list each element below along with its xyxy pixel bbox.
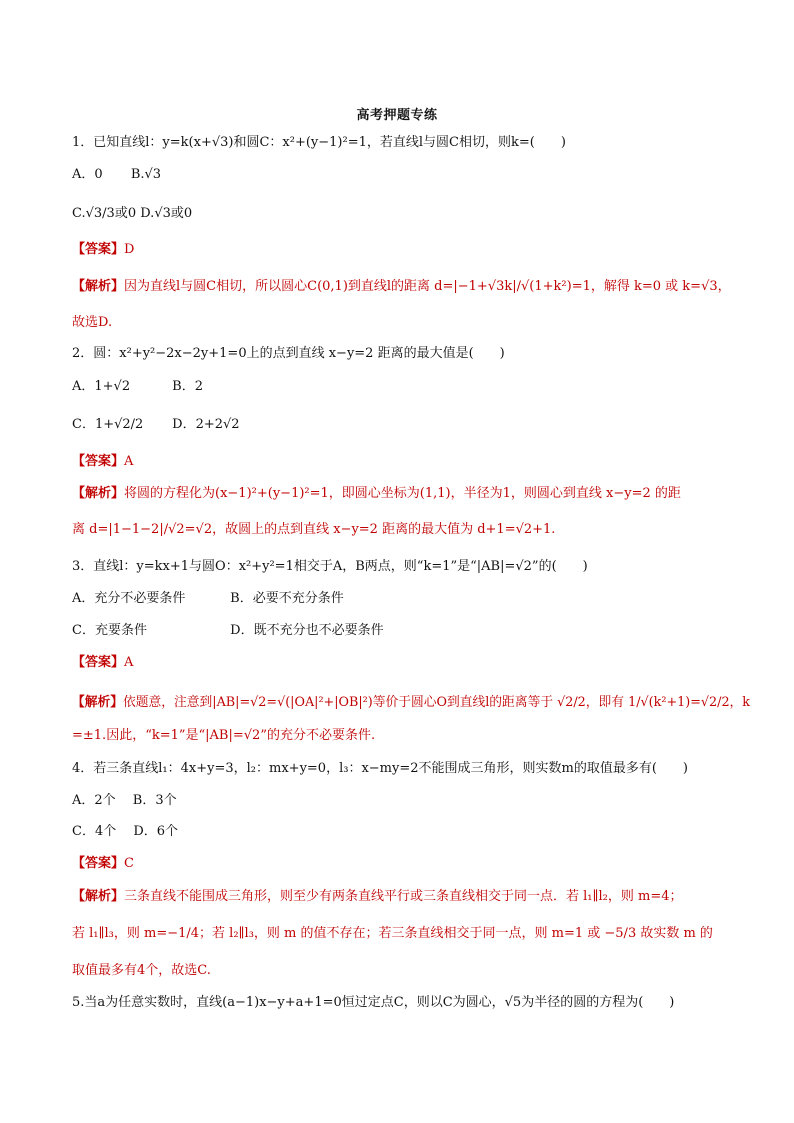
- analysis-text: 将圆的方程化为(x−1)²+(y−1)²=1，即圆心坐标为(1,1)，半径为1，则圆心到直线 x−y=2 的距: [124, 486, 681, 501]
- answer-tag: 【答案】: [72, 454, 125, 469]
- q4-analysis-line2: 若 l₁∥l₃，则 m=−1/4；若 l₂∥l₃，则 m 的值不存在；若三条直线相交于同一点，则 m=1 或 −5/3 故实数 m 的: [72, 926, 713, 941]
- q2-analysis-line2: 离 d=|1−1−2|/√2=√2，故圆上的点到直线 x−y=2 距离的最大值为 d+1=√2+1.: [72, 522, 556, 537]
- analysis-tag: 【解析】: [72, 279, 125, 294]
- q3-answer: [72, 654, 133, 672]
- q1-answer: [72, 241, 134, 259]
- answer-value: D: [124, 242, 135, 257]
- answer-value: A: [124, 454, 134, 469]
- answer-tag: 【答案】: [72, 242, 125, 257]
- q5-stem: 5.当a为任意实数时，直线(a−1)x−y+a+1=0恒过定点C，则以C为圆心，√5为半径的圆的方程为( ): [72, 995, 675, 1010]
- q3-option-d: D．既不充分也不必要条件: [230, 623, 384, 638]
- q1-option-a: A．0: [72, 167, 103, 182]
- q3-options-cd: [72, 622, 384, 640]
- answer-value: C: [124, 856, 134, 871]
- q2-option-a: A．1+√2: [72, 379, 131, 394]
- q4-options-ab: A．2个 B．3个: [72, 793, 177, 808]
- q2-option-d: D．2+2√2: [172, 417, 240, 432]
- q3-analysis-line2: =±1.因此，“k=1”是“|AB|=√2”的充分不必要条件.: [72, 728, 376, 743]
- q3-analysis-line1: [72, 694, 750, 712]
- q3-option-b: B．必要不充分条件: [230, 591, 344, 606]
- q2-stem: 2．圆：x²+y²−2x−2y+1=0上的点到直线 x−y=2 距离的最大值是( ): [72, 346, 505, 361]
- q2-option-c: C．1+√2/2: [72, 417, 144, 432]
- q1-analysis-line2: 故选D.: [72, 315, 113, 330]
- q2-analysis-line1: [72, 485, 681, 503]
- analysis-text: 三条直线不能围成三角形，则至少有两条直线平行或三条直线相交于同一点．若 l₁∥l₂，则 m=4；: [124, 889, 683, 904]
- q4-options-cd: C．4个 D．6个: [72, 824, 179, 839]
- q1-stem: 1．已知直线l：y=k(x+√3)和圆C：x²+(y−1)²=1，若直线l与圆C相切，则k=( ): [72, 135, 566, 150]
- analysis-tag: 【解析】: [72, 486, 125, 501]
- analysis-text: 依题意，注意到|AB|=√2=√(|OA|²+|OB|²)等价于圆心O到直线l的距离等于 √2/2，即有 1/√(k²+1)=√2/2，k: [123, 695, 751, 710]
- q1-options-cd: C.√3/3或0 D.√3或0: [72, 206, 193, 221]
- analysis-text: 因为直线l与圆C相切，所以圆心C(0,1)到直线l的距离 d=|−1+√3k|/√(1+k²)=1，解得 k=0 或 k=√3，: [124, 279, 731, 294]
- analysis-tag: 【解析】: [72, 889, 125, 904]
- q3-options-ab: [72, 590, 344, 608]
- q1-options-ab: [72, 166, 161, 184]
- q3-option-a: A．充分不必要条件: [72, 591, 186, 606]
- answer-value: A: [124, 655, 134, 670]
- q2-option-b: B．2: [172, 379, 203, 394]
- page-title: 高考押题专练: [356, 108, 438, 123]
- q3-option-c: C．充要条件: [72, 623, 147, 638]
- q4-stem: 4．若三条直线l₁：4x+y=3，l₂：mx+y=0，l₃：x−my=2不能围成三角形，则实数m的取值最多有( ): [72, 761, 688, 776]
- q4-analysis-line1: [72, 888, 683, 906]
- q1-option-b: B.√3: [130, 167, 162, 182]
- answer-tag: 【答案】: [72, 655, 125, 670]
- q3-stem: 3．直线l：y=kx+1与圆O：x²+y²=1相交于A，B两点，则“k=1”是“|AB|=√2”的( ): [72, 559, 588, 574]
- answer-tag: 【答案】: [72, 856, 125, 871]
- q2-options-cd: [72, 416, 240, 434]
- q4-answer: [72, 855, 134, 873]
- q2-options-ab: [72, 378, 203, 396]
- analysis-tag: 【解析】: [72, 695, 124, 710]
- q1-analysis-line1: [72, 278, 731, 296]
- q4-analysis-line3: 取值最多有4个，故选C.: [72, 963, 211, 978]
- q2-answer: [72, 453, 133, 471]
